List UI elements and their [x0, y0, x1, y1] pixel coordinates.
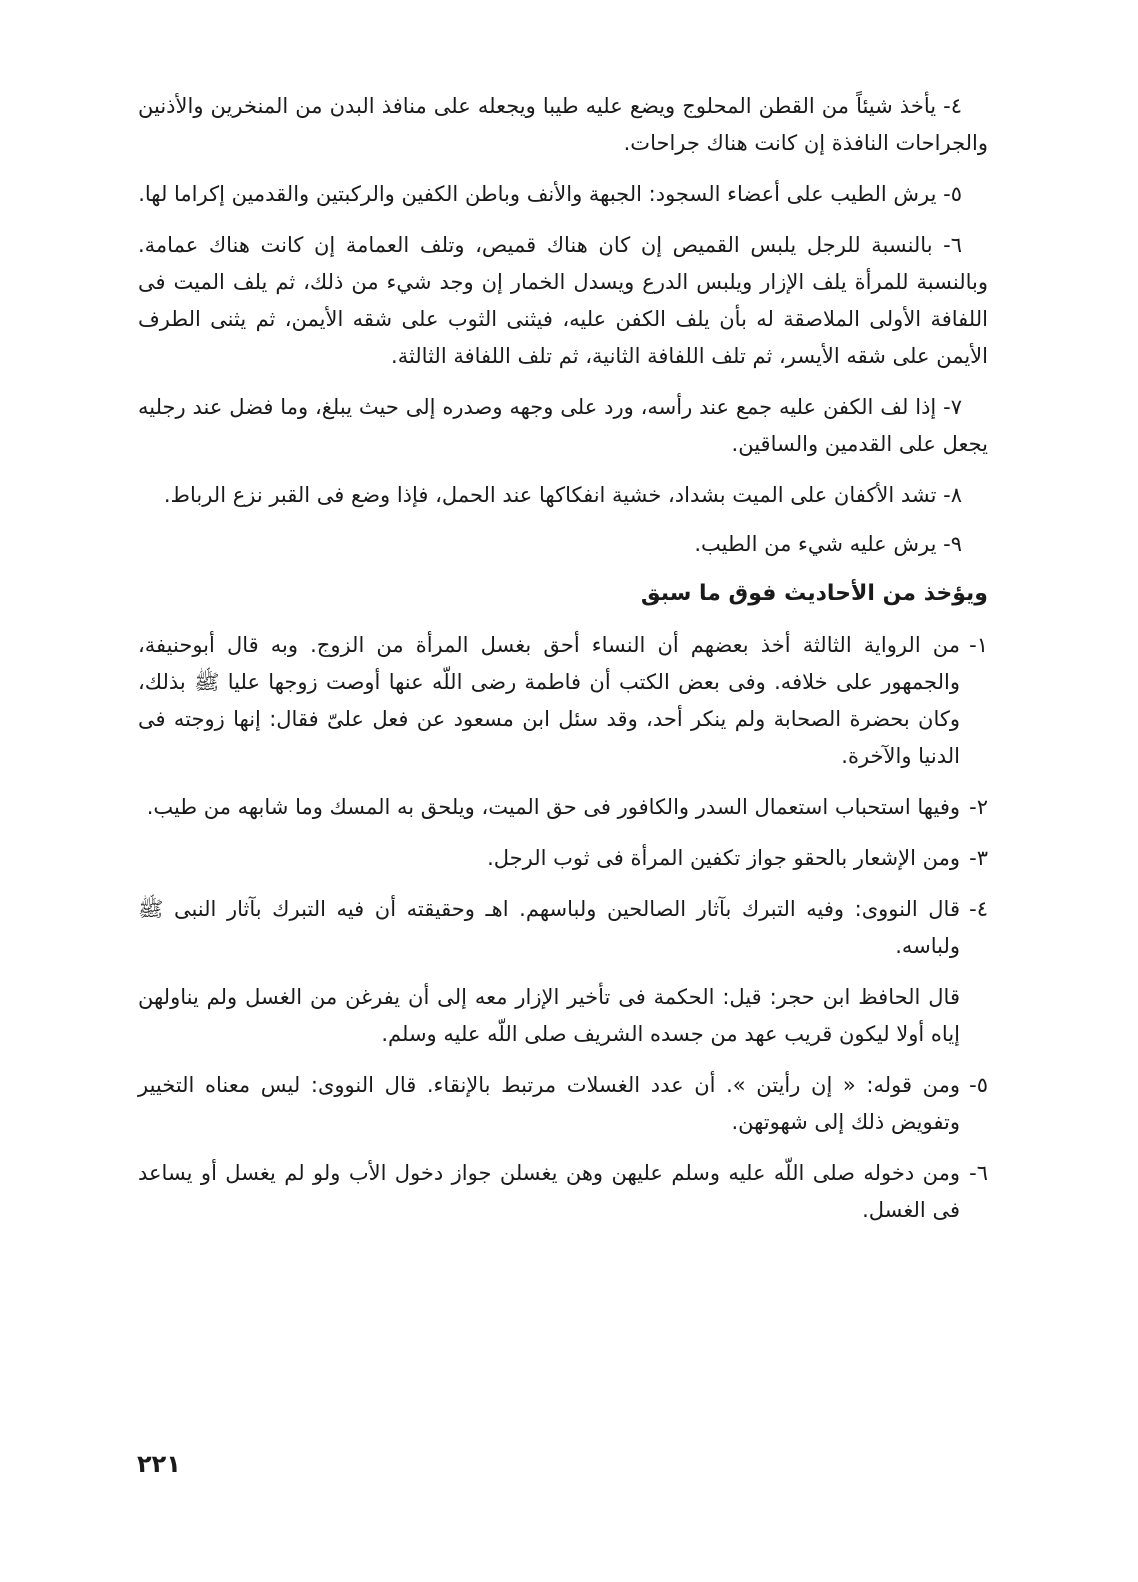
list-item-2	[138, 789, 988, 826]
list-item-6	[138, 1155, 988, 1229]
list-item-text: ومن دخوله صلى اللّه عليه وسلم عليهن وهن يغسلن جواز دخول الأب ولو لم يغسل أو يساعد فى الغسل.	[138, 1161, 960, 1222]
list-item-number: ٦-	[969, 1161, 988, 1185]
paragraph-8: ٨- تشد الأكفان على الميت بشداد، خشية انفكاكها عند الحمل، فإذا وضع فى القبر نزع الرباط.	[163, 483, 962, 507]
list-item-number: ١-	[969, 633, 988, 657]
list-item-1	[138, 627, 988, 775]
paragraph-5: ٥- يرش الطيب على أعضاء السجود: الجبهة والأنف وباطن الكفين والركبتين والقدمين إكراما لها.	[138, 182, 962, 206]
list-item-text: وفيها استحباب استعمال السدر والكافور فى حق الميت، ويلحق به المسك وما شابهه من طيب.	[146, 795, 960, 819]
list-item-3	[138, 840, 988, 877]
list-item-number: ٣-	[969, 846, 988, 870]
section-heading: ويؤخذ من الأحاديث فوق ما سبق	[640, 581, 988, 606]
list-item-number: ٥-	[969, 1073, 988, 1097]
ibn-hajar-quote: قال الحافظ ابن حجر: قيل: الحكمة فى تأخير الإزار معه إلى أن يفرغن من الغسل ولم يناولهن إياه أولا ليكون قريب عهد من جسده الشريف صلى اللّه عليه وسلم.	[138, 985, 960, 1046]
list-item-text: ومن الإشعار بالحقو جواز تكفين المرأة فى ثوب الرجل.	[487, 846, 960, 870]
paragraph-6: ٦- بالنسبة للرجل يلبس القميص إن كان هناك قميص، وتلف العمامة إن كانت هناك عمامة. وبالنسبة للمرأة يلف الإزار ويلبس الدرع ويسدل الخمار إن وجد شيء من ذلك، ثم يلف الميت فى اللفافة الأولى الملاصقة له بأن يلف الكفن عليه، فيثنى الثوب على شقه الأيمن، ثم يثنى الطرف الأيمن على شقه الأيسر، ثم تلف اللفافة الثانية، ثم تلف اللفافة الثالثة.	[138, 233, 988, 368]
paragraph-4: ٤- يأخذ شيئاً من القطن المحلوج ويضع عليه طيبا ويجعله على منافذ البدن من المنخرين والأذنين والجراحات النافذة إن كانت هناك جراحات.	[138, 94, 988, 155]
list-item-4	[138, 891, 988, 965]
list-item-5	[138, 1067, 988, 1141]
list-item-text: ومن قوله: « إن رأيتن ». أن عدد الغسلات مرتبط بالإنقاء. قال النووى: ليس معناه التخيير وتفويض ذلك إلى شهوتهن.	[138, 1073, 960, 1134]
page-body	[138, 88, 988, 1243]
list-item-text: من الرواية الثالثة أخذ بعضهم أن النساء أحق بغسل المرأة من الزوج. وبه قال أبوحنيفة، والجمهور على خلافه. وفى بعض الكتب أن فاطمة رضى اللّه عنها أوصت زوجها عليا ﷺ بذلك، وكان بحضرة الصحابة ولم ينكر أحد، وقد سئل ابن مسعود عن فعل علىّ فقال: إنها زوجته فى الدنيا والآخرة.	[138, 633, 960, 768]
page-number: ٢٢١	[137, 1450, 181, 1478]
list-item-number: ٢-	[969, 795, 988, 819]
list-item-number: ٤-	[969, 897, 988, 921]
paragraph-7: ٧- إذا لف الكفن عليه جمع عند رأسه، ورد على وجهه وصدره إلى حيث يبلغ، وما فضل عند رجليه يجعل على القدمين والساقين.	[138, 395, 988, 456]
list-item-text: قال النووى: وفيه التبرك بآثار الصالحين ولباسهم. اهـ وحقيقته أن فيه التبرك بآثار النبى ﷺ ولباسه.	[138, 897, 960, 958]
paragraph-9: ٩- يرش عليه شيء من الطيب.	[694, 532, 962, 556]
